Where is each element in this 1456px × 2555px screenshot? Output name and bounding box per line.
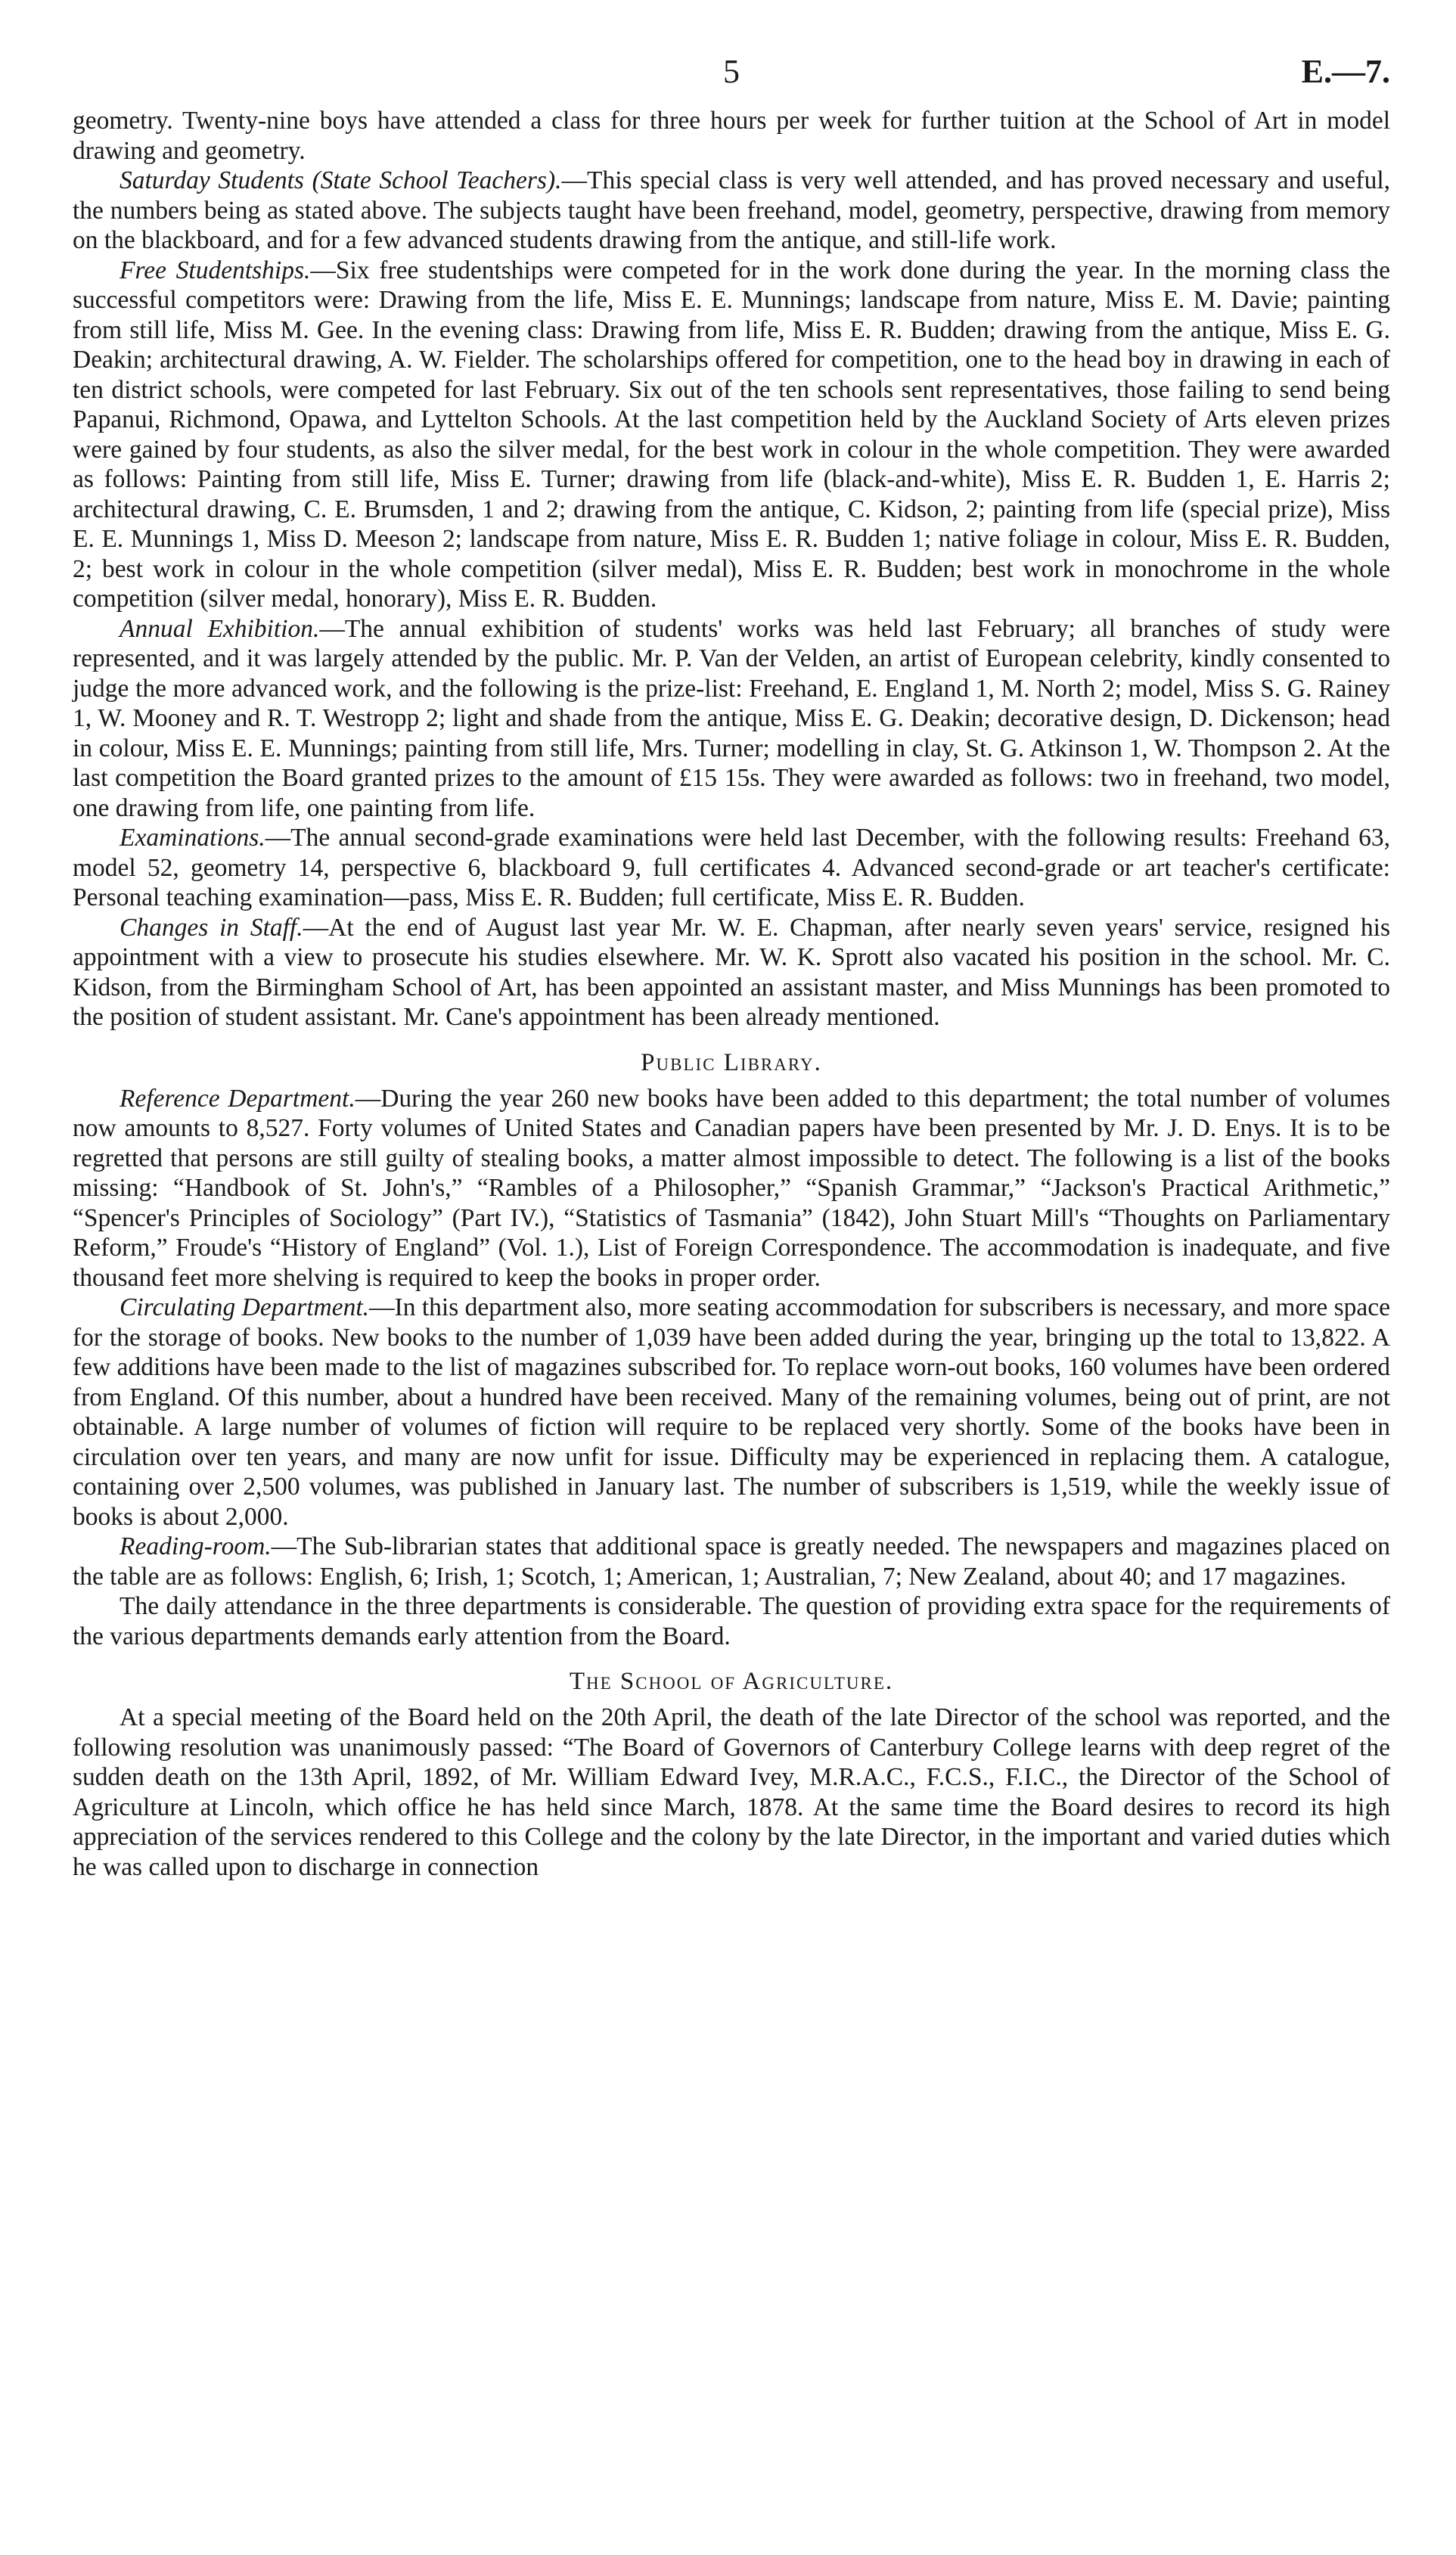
section-title-public-library: Public Library. [641, 1048, 822, 1076]
reference-department-heading: Reference Department. [120, 1084, 355, 1113]
paragraph-saturday-students [73, 166, 1390, 256]
circulating-department-heading: Circulating Department. [120, 1293, 370, 1321]
changes-in-staff-heading: Changes in Staff. [120, 913, 303, 942]
paragraph-reading-room [73, 1532, 1390, 1591]
document-code: E.—7. [1301, 53, 1390, 90]
reading-room-heading: Reading-room. [120, 1532, 272, 1560]
paragraph-daily-attendance: The daily attendance in the three departments is considerable. The question of providing extra space for the requirements of the various departments demands early attention from the Board. [73, 1592, 1390, 1650]
saturday-students-text: —This special class is very well attended, and has proved necessary and useful, the numbers being as stated above. The subjects taught have been freehand, model, geometry, perspective, drawing from memory on the blackboard, and for a few advanced students drawing from the antique, and still-life work. [73, 166, 1390, 254]
examinations-text: —The annual second-grade examinations were held last December, with the following results: Freehand 63, model 52, geometry 14, perspective 6, blackboard 9, full certificates 4. Advanced second-grade or art teacher's certificate: Personal teaching examination—pass, Miss E. R. Budden; full certificate, Miss E. R. Budden. [73, 824, 1390, 911]
page-number: 5 [723, 53, 740, 90]
paragraph-changes-in-staff [73, 913, 1390, 1032]
saturday-students-heading: Saturday Students (State School Teachers). [120, 166, 562, 194]
paragraph-examinations [73, 823, 1390, 913]
annual-exhibition-heading: Annual Exhibition. [120, 614, 320, 643]
paragraph-free-studentships [73, 256, 1390, 614]
paragraph-annual-exhibition [73, 614, 1390, 824]
reference-department-text: —During the year 260 new books have been added to this department; the total number of volumes now amounts to 8,527. Forty volumes of United States and Canadian papers have been presented by Mr. J. D. Enys. It is to be regretted that persons are still guilty of stealing books, a matter almost impossible to detect. The following is a list of the books missing: “Handbook of St. John's,” “Rambles of a Philosopher,” “Spanish Grammar,” “Jackson's Practical Arithmetic,” “Spencer's Principles of Sociology” (Part IV.), “Statistics of Tasmania” (1842), John Stuart Mill's “Thoughts on Parliamentary Reform,” Froude's “History of England” (Vol. 1.), List of Foreign Correspondence. The accommodation is inadequate, and five thousand feet more shelving is required to keep the books in proper order. [73, 1084, 1391, 1292]
document-page [73, 53, 1390, 1882]
reading-room-text: —The Sub-librarian states that additional space is greatly needed. The newspapers and magazines placed on the table are as follows: English, 6; Irish, 1; Scotch, 1; American, 1; Australian, 7; New Zealand, about 40; and 17 magazines. [73, 1532, 1390, 1591]
section-title-school-of-agriculture: The School of Agriculture. [569, 1668, 894, 1695]
free-studentships-heading: Free Studentships. [120, 256, 311, 284]
paragraph-circulating-department [73, 1293, 1390, 1532]
page-header [73, 53, 1390, 106]
paragraph-school-of-agriculture: At a special meeting of the Board held on the 20th April, the death of the late Director of the school was reported, and the following resolution was unanimously passed: “The Board of Governors of Canterbury College learns with deep regret of the sudden death on the 13th April, 1892, of Mr. William Edward Ivey, M.R.A.C., F.C.S., F.I.C., the Director of the School of Agriculture at Lincoln, which office he has held since March, 1878. At the same time the Board desires to record its high appreciation of the services rendered to this College and the colony by the late Director, in the important and varied duties which he was called upon to discharge in connection [73, 1703, 1390, 1881]
free-studentships-text: —Six free studentships were competed for in the work done during the year. In the morning class the successful competitors were: Drawing from the life, Miss E. E. Munnings; landscape from nature, Miss E. M. Davie; painting from still life, Miss M. Gee. In the evening class: Drawing from life, Miss E. R. Budden; drawing from the antique, Miss E. G. Deakin; architectural drawing, A. W. Fielder. The scholarships offered for competition, one to the head boy in drawing in each of ten district schools, were competed for last February. Six out of the ten schools sent representatives, those failing to send being Papanui, Richmond, Opawa, and Lyttelton Schools. At the last competition held by the Auckland Society of Arts eleven prizes were gained by four students, as also the silver medal, for the best work in colour in the whole competition. They were awarded as follows: Painting from still life, Miss E. Turner; drawing from life (black-and-white), Miss E. R. Budden 1, E. Harris 2; architectural drawing, C. E. Brumsden, 1 and 2; drawing from the antique, C. Kidson, 2; painting from life (special prize), Miss E. E. Munnings 1, Miss D. Meeson 2; landscape from nature, Miss E. R. Budden 1; native foliage in colour, Miss E. R. Budden, 2; best work in colour in the whole competition (silver medal), Miss E. R. Budden; best work in monochrome in the whole competition (silver medal, honorary), Miss E. R. Budden. [73, 256, 1390, 613]
changes-in-staff-text: —At the end of August last year Mr. W. E. Chapman, after nearly seven years' service, resigned his appointment with a view to prosecute his studies elsewhere. Mr. W. K. Sprott also vacated his position in the school. Mr. C. Kidson, from the Birmingham School of Art, has been appointed an assistant master, and Miss Munnings has been promoted to the position of student assistant. Mr. Cane's appointment has been already mentioned. [73, 913, 1390, 1031]
examinations-heading: Examinations. [120, 824, 265, 852]
paragraph-reference-department [73, 1084, 1390, 1293]
annual-exhibition-text: —The annual exhibition of students' works was held last February; all branches of study were represented, and it was largely attended by the public. Mr. P. Van der Velden, an artist of European celebrity, kindly consented to judge the more advanced work, and the following is the prize-list: Freehand, E. England 1, M. North 2; model, Miss S. G. Rainey 1, W. Mooney and R. T. Westropp 2; light and shade from the antique, Miss E. G. Deakin; decorative design, D. Dickenson; head in colour, Miss E. E. Munnings; painting from still life, Mrs. Turner; modelling in clay, St. G. Atkinson 1, W. Thompson 2. At the last competition the Board granted prizes to the amount of £15 15s. They were awarded as follows: two in freehand, two model, one drawing from life, one painting from life. [73, 614, 1390, 822]
paragraph-continuation: geometry. Twenty-nine boys have attended a class for three hours per week for further tuition at the School of Art in model drawing and geometry. [73, 107, 1390, 165]
circulating-department-text: —In this department also, more seating accommodation for subscribers is necessary, and more space for the storage of books. New books to the number of 1,039 have been added during the year, bringing up the total to 13,822. A few additions have been made to the list of magazines subscribed for. To replace worn-out books, 160 volumes have been ordered from England. Of this number, about a hundred have been received. Many of the remaining volumes, being out of print, are not obtainable. A large number of volumes of fiction will require to be replaced very shortly. Some of the books have been in circulation over ten years, and many are now unfit for issue. Difficulty may be experienced in replacing them. A catalogue, containing over 2,500 volumes, was published in January last. The number of subscribers is 1,519, while the weekly issue of books is about 2,000. [73, 1293, 1390, 1531]
